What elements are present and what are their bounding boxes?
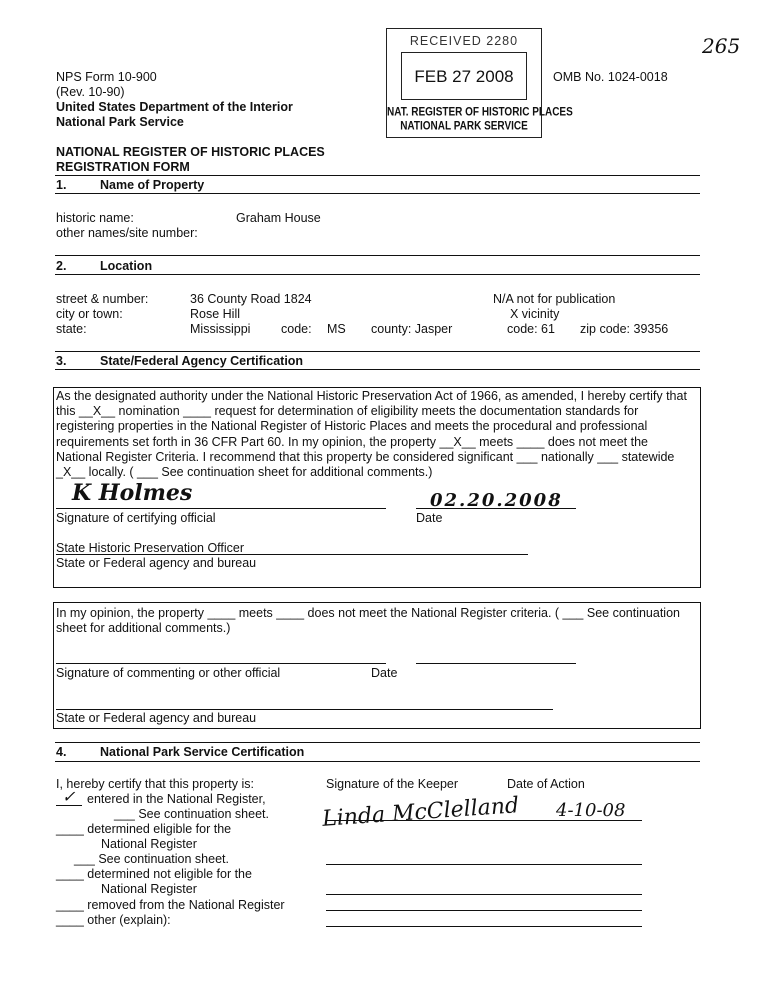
- handwritten-page-number: 265: [702, 34, 741, 58]
- keeper-line: [326, 926, 642, 927]
- keeper-signature-label: Signature of the Keeper: [326, 777, 459, 791]
- state-code-label: code:: [281, 322, 312, 336]
- section-2-number: 2.: [56, 259, 67, 273]
- form-subtitle: REGISTRATION FORM: [56, 160, 190, 174]
- section-2-title: Location: [100, 259, 153, 273]
- stamp-date: FEB 27 2008: [414, 67, 514, 86]
- commenting-agency-label: State or Federal agency and bureau: [56, 711, 257, 725]
- state-label: state:: [56, 322, 87, 336]
- rule: [55, 175, 700, 176]
- certifying-agency-label: State or Federal agency and bureau: [56, 556, 257, 570]
- agency-line: [56, 709, 553, 710]
- option-not-eligible: ____ determined not eligible for the: [56, 867, 252, 881]
- keeper-line: [326, 864, 642, 865]
- form-title: NATIONAL REGISTER OF HISTORIC PLACES: [56, 145, 325, 159]
- section-1-title: Name of Property: [100, 178, 205, 192]
- department: United States Department of the Interior: [56, 100, 293, 114]
- keeper-line: [326, 894, 642, 895]
- city-value: Rose Hill: [190, 307, 241, 321]
- keeper-line: [326, 820, 642, 821]
- option-determined-eligible: ____ determined eligible for the: [56, 822, 232, 836]
- form-revision: (Rev. 10-90): [56, 85, 125, 99]
- certifying-signature: K Holmes: [72, 480, 193, 506]
- historic-name-label: historic name:: [56, 211, 134, 225]
- signature-line: [56, 663, 386, 664]
- date-of-action-label: Date of Action: [507, 777, 585, 791]
- county: county: Jasper: [371, 322, 453, 336]
- section-3-title: State/Federal Agency Certification: [100, 354, 304, 368]
- commenting-signature-label: Signature of commenting or other official: [56, 666, 281, 680]
- agency-line: [56, 554, 528, 555]
- option-not-eligible-cont: National Register: [101, 882, 197, 896]
- vicinity: X vicinity: [510, 307, 560, 321]
- received-stamp: [386, 28, 573, 138]
- street-label: street & number:: [56, 292, 149, 306]
- option-removed: ____ removed from the National Register: [56, 898, 285, 912]
- rule: [55, 255, 700, 256]
- certifying-date: 02.20.2008: [430, 490, 563, 511]
- omb-number: OMB No. 1024-0018: [553, 70, 668, 84]
- stamp-register: NAT. REGISTER OF HISTORIC PLACES: [387, 105, 573, 120]
- zip-code: zip code: 39356: [580, 322, 669, 336]
- rule: [55, 193, 700, 194]
- not-for-publication: N/A not for publication: [493, 292, 616, 306]
- historic-name-value: Graham House: [236, 211, 321, 225]
- county-code: code: 61: [507, 322, 555, 336]
- street-value: 36 County Road 1824: [190, 292, 312, 306]
- rule: [55, 761, 700, 762]
- section-4-title: National Park Service Certification: [100, 745, 305, 759]
- certifying-title: State Historic Preservation Officer: [56, 541, 245, 555]
- option-see-continuation-2: ___ See continuation sheet.: [74, 852, 229, 866]
- option-other: ____ other (explain):: [56, 913, 171, 927]
- city-label: city or town:: [56, 307, 123, 321]
- rule: [55, 351, 700, 352]
- stamp-date-box: [401, 52, 527, 100]
- form-number: NPS Form 10-900: [56, 70, 157, 84]
- commenting-date-label: Date: [371, 666, 398, 680]
- commenting-text: In my opinion, the property ____ meets ____ does not meet the National Register criteria. ( ___ See continuation sheet for additional comments.): [56, 606, 680, 636]
- signature-line: [56, 508, 386, 509]
- option-see-continuation-1: ___ See continuation sheet.: [114, 807, 269, 821]
- certifying-date-label: Date: [416, 511, 443, 525]
- date-line: [416, 508, 576, 509]
- state-certification-text: As the designated authority under the National Historic Preservation Act of 1966, as amended, I hereby certify that this __X__ nomination ____ request for determination of eligibility meets the documentation standards for registering properties in the National Register of Historic Places and meets the procedural and professional requirements set forth in 36 CFR Part 60. In my opinion, the property __X__ meets ____ does not meet the National Register Criteria. I recommend that this property be considered significant ___ nationally ___ statewide _X__ locally. ( ___ See continuation sheet for additional comments.): [56, 389, 687, 480]
- keeper-intro: I, hereby certify that this property is:: [56, 777, 254, 791]
- section-3-number: 3.: [56, 354, 67, 368]
- other-names-label: other names/site number:: [56, 226, 198, 240]
- rule: [55, 274, 700, 275]
- section-1-number: 1.: [56, 178, 67, 192]
- keeper-signature: Linda McClelland: [321, 793, 520, 832]
- date-of-action: 4-10-08: [556, 800, 626, 821]
- state-code-value: MS: [327, 322, 346, 336]
- option-determined-eligible-cont: National Register: [101, 837, 197, 851]
- certifying-signature-label: Signature of certifying official: [56, 511, 216, 525]
- entered-checkmark: ✓: [62, 787, 76, 806]
- date-line: [416, 663, 576, 664]
- state-value: Mississippi: [190, 322, 251, 336]
- section-4-number: 4.: [56, 745, 67, 759]
- stamp-received: RECEIVED 2280: [409, 34, 519, 48]
- stamp-service: NATIONAL PARK SERVICE: [400, 119, 528, 134]
- rule: [55, 742, 700, 743]
- keeper-line: [326, 910, 642, 911]
- rule: [55, 369, 700, 370]
- option-entered: entered in the National Register,: [87, 792, 266, 806]
- agency: National Park Service: [56, 115, 184, 129]
